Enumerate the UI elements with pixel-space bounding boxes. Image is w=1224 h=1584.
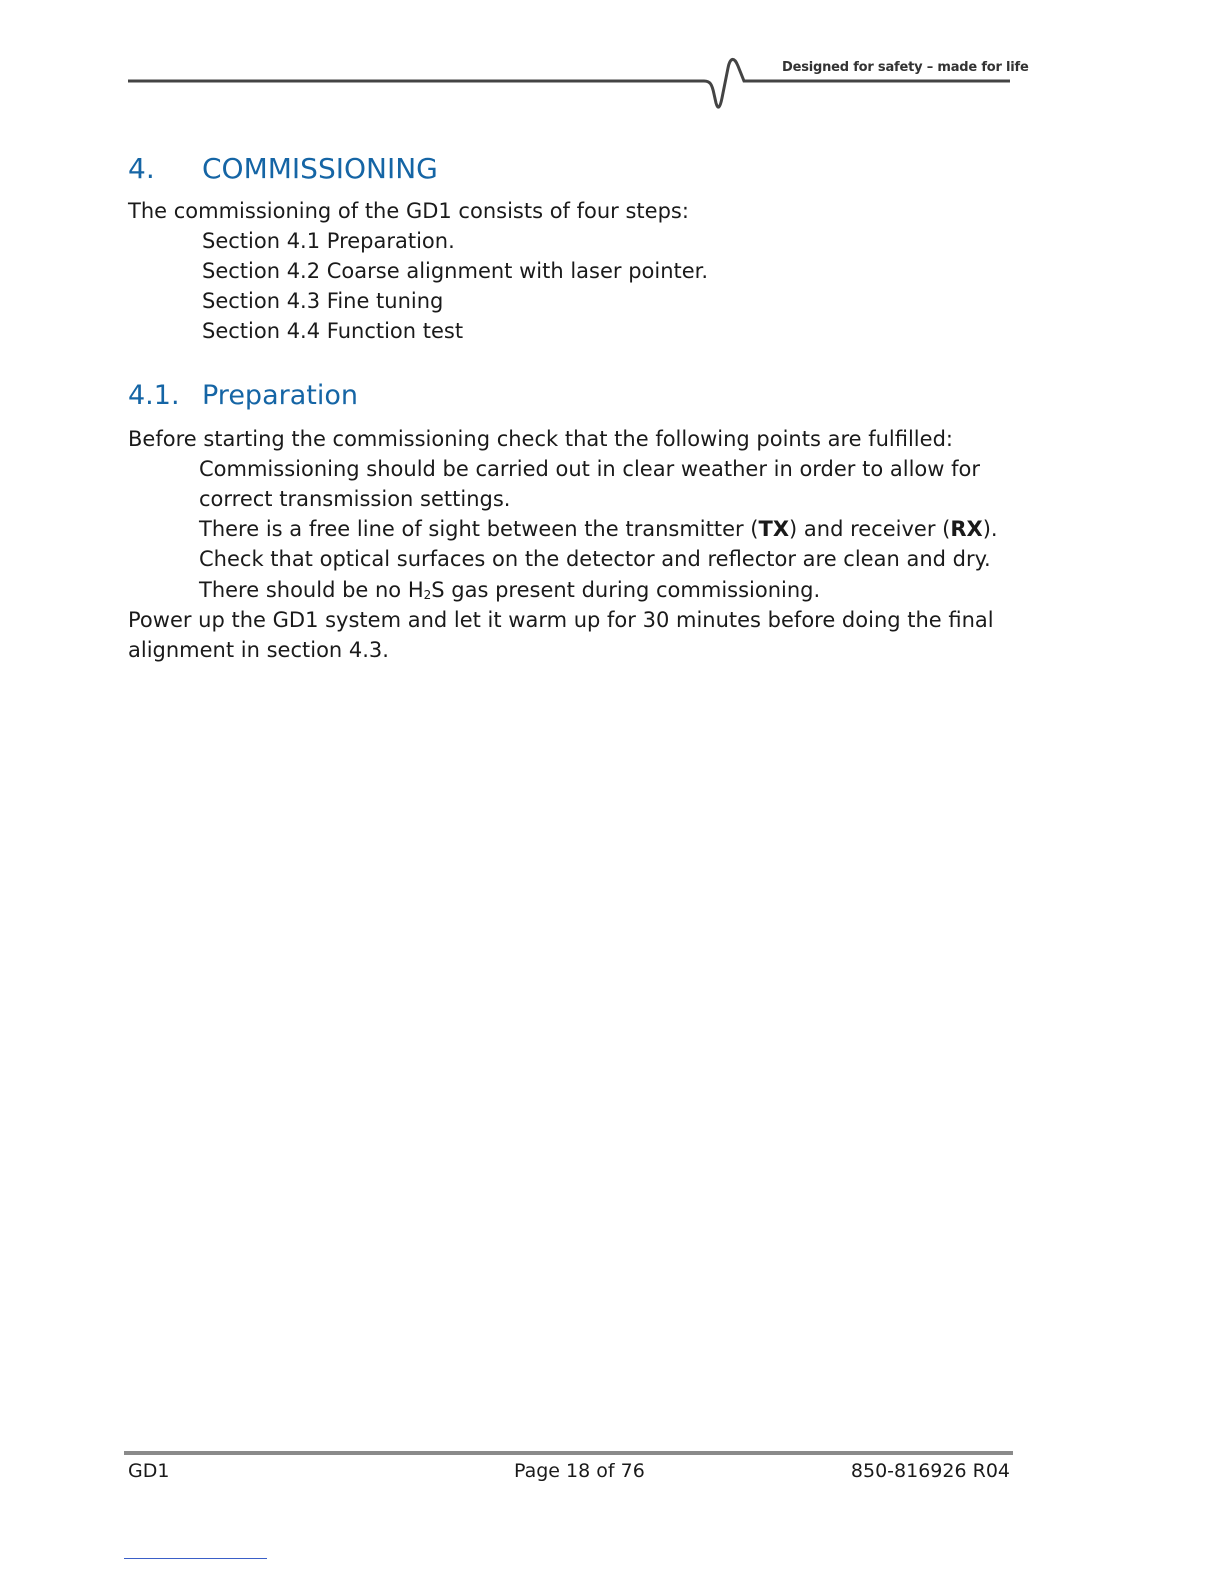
section-4-number: 4. — [128, 152, 155, 185]
checklist-text: ) and receiver ( — [789, 517, 951, 541]
section-4-1-title: Preparation — [202, 380, 358, 411]
checklist-item: Check that optical surfaces on the detector and reflector are clean and dry. — [199, 547, 991, 571]
footer-doc-number: 850-816926 R04 — [850, 1460, 1010, 1482]
step-item: Section 4.4 Function test — [202, 319, 464, 343]
page-header — [0, 0, 1224, 120]
step-item: Section 4.2 Coarse alignment with laser pointer. — [202, 259, 709, 283]
header-wave-rule — [0, 0, 1224, 120]
step-item: Section 4.1 Preparation. — [202, 229, 455, 253]
section-4-1-heading — [128, 380, 358, 411]
rx-label: RX — [950, 517, 983, 541]
checklist-item: Commissioning should be carried out in clear weather in order to allow for — [199, 457, 980, 481]
tx-label: TX — [758, 517, 790, 541]
checklist-item-continuation: correct transmission settings. — [199, 487, 511, 511]
section-4-title: COMMISSIONING — [202, 152, 438, 185]
section-4-intro: The commissioning of the GD1 consists of four steps: — [128, 199, 689, 223]
section-4-heading — [128, 152, 438, 185]
checklist-text: ). — [982, 517, 998, 541]
checklist-text: There is a free line of sight between the transmitter ( — [199, 517, 759, 541]
closing-paragraph-line: alignment in section 4.3. — [128, 638, 389, 662]
checklist-text: There should be no H — [199, 578, 424, 602]
step-item: Section 4.3 Fine tuning — [202, 289, 444, 313]
closing-paragraph-line: Power up the GD1 system and let it warm up for 30 minutes before doing the final — [128, 608, 994, 632]
checklist-text: S gas present during commissioning. — [431, 578, 821, 602]
checklist-item — [199, 514, 998, 544]
subscript-2: 2 — [423, 588, 432, 602]
footer-page-number: Page 18 of 76 — [514, 1460, 645, 1482]
bottom-link-rule — [124, 1558, 267, 1559]
section-4-1-number: 4.1. — [128, 380, 180, 411]
header-tagline: Designed for safety – made for life — [782, 60, 1029, 75]
footer-product: GD1 — [128, 1460, 170, 1482]
preparation-intro: Before starting the commissioning check that the following points are fulfilled: — [128, 427, 953, 451]
footer-rule — [124, 1451, 1013, 1455]
